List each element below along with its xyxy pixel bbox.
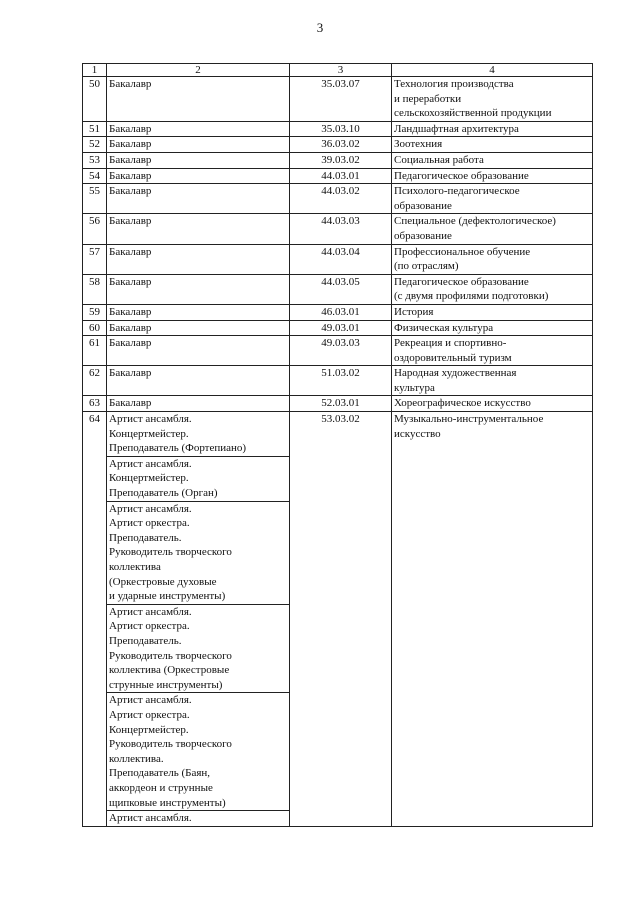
column-header-4: 4: [392, 64, 593, 77]
specialties-table: [82, 63, 593, 827]
qualification: Бакалавр: [107, 244, 290, 274]
qualification-block: Артист ансамбля. Концертмейстер. Преподаватель (Орган): [107, 457, 289, 502]
page-number: 3: [316, 20, 324, 35]
table-header-row: [83, 64, 593, 77]
qualification: Бакалавр: [107, 304, 290, 320]
row-number: 59: [83, 304, 107, 320]
qualification: Бакалавр: [107, 184, 290, 214]
qualification: Бакалавр: [107, 336, 290, 366]
qualification-block: Артист ансамбля. Концертмейстер. Преподаватель (Фортепиано): [107, 412, 289, 457]
program-code: 44.03.04: [290, 244, 392, 274]
program-code: 51.03.02: [290, 366, 392, 396]
program-code: 44.03.03: [290, 214, 392, 244]
program-code: 53.03.02: [290, 412, 392, 827]
qualification-block: Артист ансамбля. Артист оркестра. Преподаватель. Руководитель творческого коллектива (Оркестровые струнные инструменты): [107, 605, 289, 694]
program-name: Психолого-педагогическое образование: [392, 184, 593, 214]
program-name: Народная художественная культура: [392, 366, 593, 396]
row-number: 54: [83, 168, 107, 184]
qualification: Бакалавр: [107, 320, 290, 336]
table-row-64: [83, 412, 593, 827]
qualification: Бакалавр: [107, 152, 290, 168]
row-number: 61: [83, 336, 107, 366]
program-name: Технология производства и переработки сельскохозяйственной продукции: [392, 77, 593, 122]
column-header-1: 1: [83, 64, 107, 77]
qualification: Бакалавр: [107, 366, 290, 396]
program-name: Ландшафтная архитектура: [392, 121, 593, 137]
row-number: 58: [83, 274, 107, 304]
program-code: 44.03.01: [290, 168, 392, 184]
row-number: 52: [83, 137, 107, 153]
table-row: [83, 184, 593, 214]
table-row: [83, 244, 593, 274]
program-code: 49.03.01: [290, 320, 392, 336]
program-code: 49.03.03: [290, 336, 392, 366]
column-header-3: 3: [290, 64, 392, 77]
table-row: [83, 121, 593, 137]
table-row: [83, 304, 593, 320]
column-header-2: 2: [107, 64, 290, 77]
table-row: [83, 336, 593, 366]
row-number: 64: [83, 412, 107, 827]
table-row: [83, 168, 593, 184]
qualification-block: Артист ансамбля. Артист оркестра. Концертмейстер. Руководитель творческого коллектива. Преподаватель (Баян, аккордеон и струнные щипковые инструменты): [107, 693, 289, 811]
qualification: Бакалавр: [107, 168, 290, 184]
qualification: Бакалавр: [107, 214, 290, 244]
program-name: История: [392, 304, 593, 320]
qualification-block: Артист ансамбля. Артист оркестра. Преподаватель. Руководитель творческого коллектива (Оркестровые духовые и ударные инструменты): [107, 502, 289, 605]
program-name: Социальная работа: [392, 152, 593, 168]
program-name: Профессиональное обучение (по отраслям): [392, 244, 593, 274]
program-code: 52.03.01: [290, 396, 392, 412]
qualification: Бакалавр: [107, 396, 290, 412]
program-code: 36.03.02: [290, 137, 392, 153]
table-body: [83, 77, 593, 827]
row-number: 60: [83, 320, 107, 336]
qualification: Бакалавр: [107, 121, 290, 137]
row-number: 57: [83, 244, 107, 274]
table-row: [83, 152, 593, 168]
row-number: 53: [83, 152, 107, 168]
program-code: 44.03.05: [290, 274, 392, 304]
table-row: [83, 214, 593, 244]
program-name: Физическая культура: [392, 320, 593, 336]
program-code: 39.03.02: [290, 152, 392, 168]
program-code: 35.03.07: [290, 77, 392, 122]
table-row: [83, 274, 593, 304]
table-row: [83, 77, 593, 122]
program-code: 46.03.01: [290, 304, 392, 320]
program-name: Хореографическое искусство: [392, 396, 593, 412]
table-row: [83, 366, 593, 396]
table-row: [83, 137, 593, 153]
program-name: Рекреация и спортивно- оздоровительный туризм: [392, 336, 593, 366]
row-number: 62: [83, 366, 107, 396]
qualification-list: [107, 412, 290, 827]
program-name: Педагогическое образование (с двумя профилями подготовки): [392, 274, 593, 304]
row-number: 55: [83, 184, 107, 214]
program-name: Зоотехния: [392, 137, 593, 153]
program-name: Музыкально-инструментальное искусство: [392, 412, 593, 827]
program-name: Специальное (дефектологическое) образование: [392, 214, 593, 244]
table-row: [83, 396, 593, 412]
row-number: 51: [83, 121, 107, 137]
program-code: 35.03.10: [290, 121, 392, 137]
row-number: 63: [83, 396, 107, 412]
program-code: 44.03.02: [290, 184, 392, 214]
program-name: Педагогическое образование: [392, 168, 593, 184]
qualification: Бакалавр: [107, 137, 290, 153]
table-row: [83, 320, 593, 336]
qualification-block: Артист ансамбля.: [109, 812, 192, 825]
row-number: 56: [83, 214, 107, 244]
row-number: 50: [83, 77, 107, 122]
qualification: Бакалавр: [107, 274, 290, 304]
qualification: Бакалавр: [107, 77, 290, 122]
